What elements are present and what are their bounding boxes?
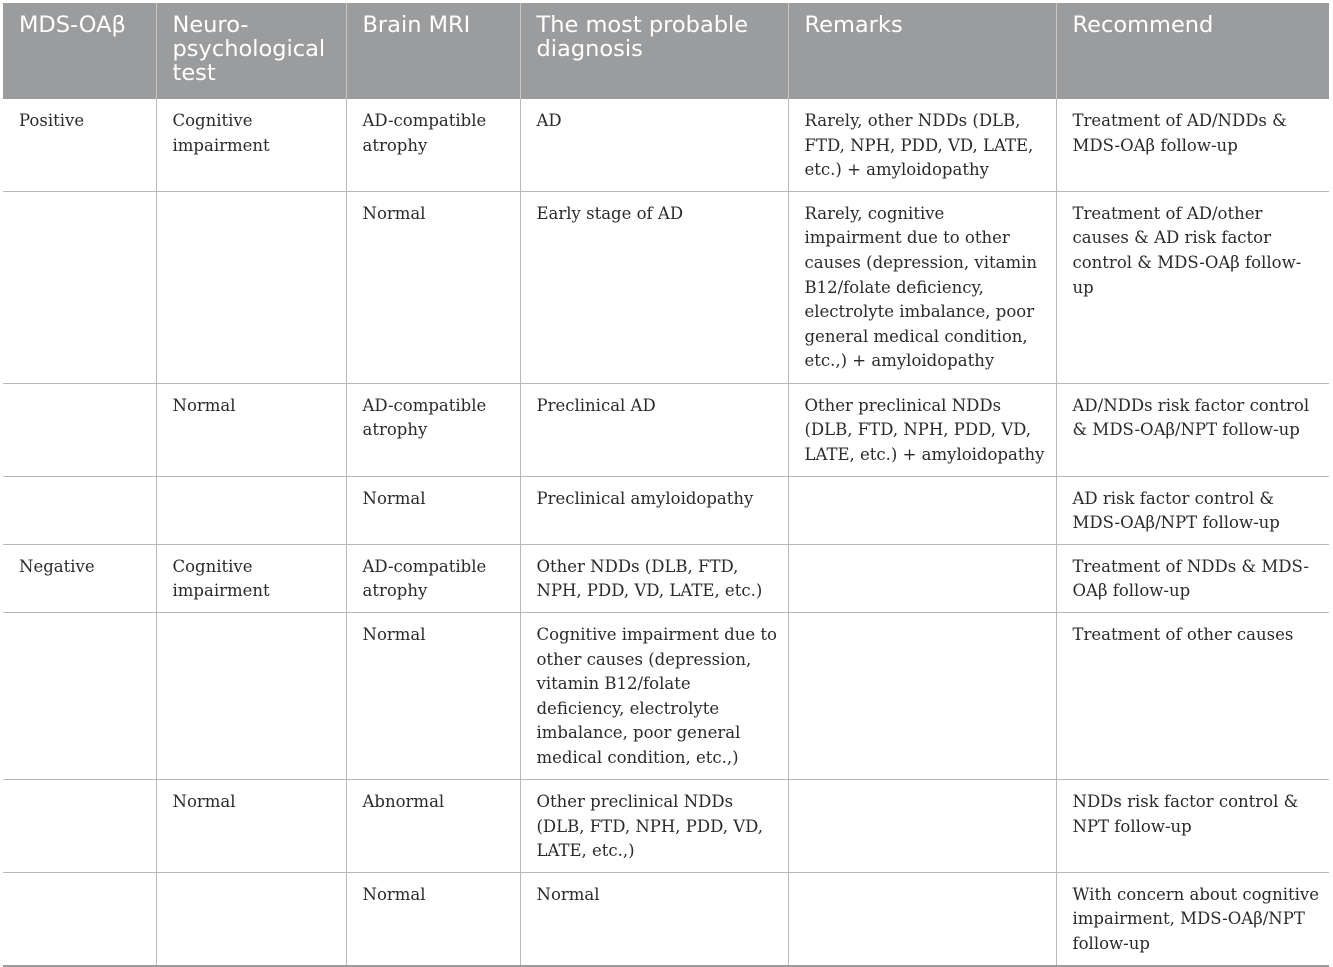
cell-brain-mri: Abnormal [346, 779, 520, 872]
cell-recommend: AD/NDDs risk factor control & MDS-OAβ/NPT follow-up [1056, 383, 1329, 476]
cell-mds-oab: Positive [3, 99, 156, 191]
table-row [3, 383, 1329, 476]
cell-neuropsychological-test [156, 476, 346, 544]
table-row [3, 612, 1329, 779]
cell-recommend: Treatment of NDDs & MDS-OAβ follow-up [1056, 544, 1329, 612]
cell-remarks [788, 779, 1056, 872]
cell-diagnosis: Cognitive impairment due to other causes (depression, vitamin B12/folate deficiency, electrolyte imbalance, poor general medical condition, etc.,) [520, 612, 788, 779]
cell-diagnosis: Other preclinical NDDs (DLB, FTD, NPH, PDD, VD, LATE, etc.,) [520, 779, 788, 872]
cell-diagnosis: AD [520, 99, 788, 191]
cell-recommend: Treatment of AD/NDDs & MDS-OAβ follow-up [1056, 99, 1329, 191]
cell-diagnosis: Early stage of AD [520, 191, 788, 383]
cell-remarks: Other preclinical NDDs (DLB, FTD, NPH, PDD, VD, LATE, etc.) + amyloidopathy [788, 383, 1056, 476]
header-remarks: Remarks [788, 3, 1056, 99]
table-row [3, 191, 1329, 383]
cell-remarks: Rarely, other NDDs (DLB, FTD, NPH, PDD, VD, LATE, etc.) + amyloidopathy [788, 99, 1056, 191]
cell-mds-oab [3, 383, 156, 476]
cell-recommend: Treatment of AD/other causes & AD risk factor control & MDS-OAβ follow-up [1056, 191, 1329, 383]
table-row [3, 99, 1329, 191]
cell-neuropsychological-test: Cognitive impairment [156, 544, 346, 612]
cell-remarks [788, 544, 1056, 612]
cell-brain-mri: Normal [346, 612, 520, 779]
cell-diagnosis: Preclinical AD [520, 383, 788, 476]
cell-neuropsychological-test: Normal [156, 779, 346, 872]
cell-brain-mri: AD-compatible atrophy [346, 383, 520, 476]
cell-brain-mri: Normal [346, 476, 520, 544]
cell-mds-oab [3, 612, 156, 779]
cell-brain-mri: Normal [346, 191, 520, 383]
header-row [3, 3, 1329, 99]
cell-neuropsychological-test: Cognitive impairment [156, 99, 346, 191]
cell-diagnosis: Normal [520, 872, 788, 965]
cell-brain-mri: AD-compatible atrophy [346, 544, 520, 612]
header-diagnosis: The most probable diagnosis [520, 3, 788, 99]
cell-mds-oab [3, 476, 156, 544]
cell-mds-oab [3, 191, 156, 383]
cell-mds-oab [3, 872, 156, 965]
header-mds-oab: MDS-OAβ [3, 3, 156, 99]
cell-mds-oab [3, 779, 156, 872]
cell-remarks: Rarely, cognitive impairment due to other causes (depression, vitamin B12/folate deficiency, electrolyte imbalance, poor general medical condition, etc.,) + amyloidopathy [788, 191, 1056, 383]
table-row [3, 544, 1329, 612]
table-row [3, 779, 1329, 872]
cell-diagnosis: Preclinical amyloidopathy [520, 476, 788, 544]
table-row [3, 476, 1329, 544]
cell-remarks [788, 612, 1056, 779]
cell-neuropsychological-test [156, 612, 346, 779]
cell-recommend: AD risk factor control & MDS-OAβ/NPT follow-up [1056, 476, 1329, 544]
cell-remarks [788, 476, 1056, 544]
cell-brain-mri: AD-compatible atrophy [346, 99, 520, 191]
cell-recommend: With concern about cognitive impairment, MDS-OAβ/NPT follow-up [1056, 872, 1329, 965]
cell-neuropsychological-test [156, 191, 346, 383]
cell-neuropsychological-test [156, 872, 346, 965]
cell-brain-mri: Normal [346, 872, 520, 965]
cell-remarks [788, 872, 1056, 965]
cell-recommend: Treatment of other causes [1056, 612, 1329, 779]
diagnosis-table [3, 3, 1329, 967]
table-row [3, 872, 1329, 965]
header-neuropsychological-test: Neuro-psychological test [156, 3, 346, 99]
header-brain-mri: Brain MRI [346, 3, 520, 99]
cell-recommend: NDDs risk factor control & NPT follow-up [1056, 779, 1329, 872]
cell-diagnosis: Other NDDs (DLB, FTD, NPH, PDD, VD, LATE, etc.) [520, 544, 788, 612]
header-recommend: Recommend [1056, 3, 1329, 99]
cell-mds-oab: Negative [3, 544, 156, 612]
cell-neuropsychological-test: Normal [156, 383, 346, 476]
